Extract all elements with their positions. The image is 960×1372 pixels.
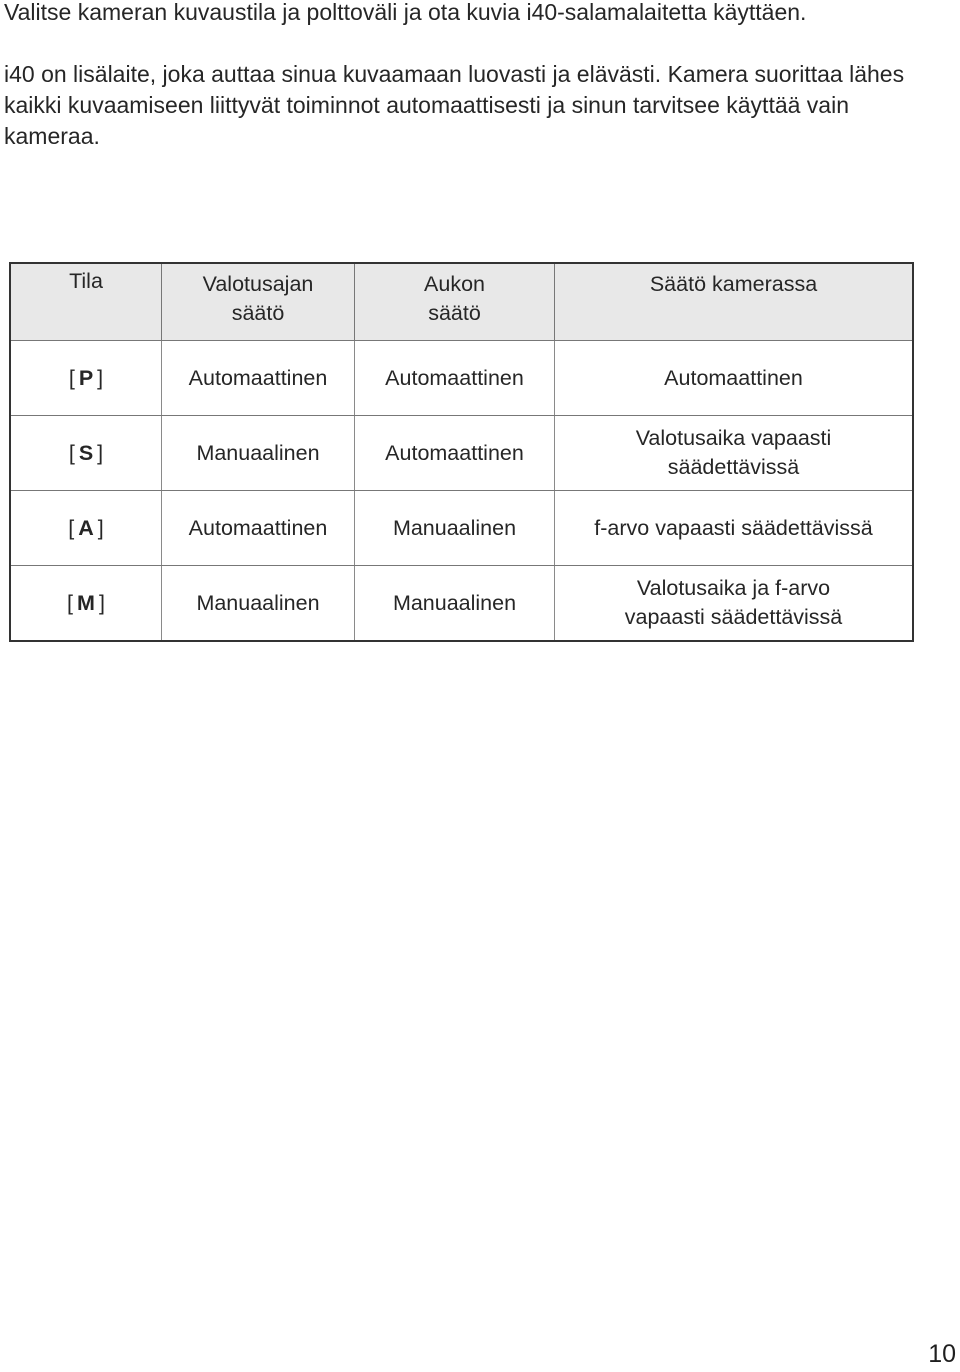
- header-tila: Tila: [10, 263, 162, 341]
- intro-line: Valitse kameran kuvaustila ja polttoväli ja ota kuvia i40-salamalaitetta käyttäen.: [4, 0, 807, 25]
- aperture-cell: Manuaalinen: [355, 566, 555, 642]
- table-header-row: [10, 263, 913, 341]
- page-number: 10: [928, 1340, 956, 1368]
- camera-cell: f-arvo vapaasti säädettävissä: [555, 491, 914, 566]
- shutter-cell: Automaattinen: [162, 491, 355, 566]
- table-row: [10, 416, 913, 491]
- shutter-cell: Manuaalinen: [162, 416, 355, 491]
- table-row: [10, 341, 913, 416]
- camera-cell: Valotusaika ja f-arvo vapaasti säädettävissä: [555, 566, 914, 642]
- shutter-cell: Automaattinen: [162, 341, 355, 416]
- header-valotusajan: Valotusajan säätö: [162, 263, 355, 341]
- table-row: [10, 566, 913, 642]
- header-aukon: Aukon säätö: [355, 263, 555, 341]
- aperture-cell: Automaattinen: [355, 341, 555, 416]
- table-row: [10, 491, 913, 566]
- shutter-cell: Manuaalinen: [162, 566, 355, 642]
- mode-cell: [ P ]: [10, 341, 162, 416]
- mode-cell: [ A ]: [10, 491, 162, 566]
- aperture-cell: Manuaalinen: [355, 491, 555, 566]
- camera-cell: Valotusaika vapaasti säädettävissä: [555, 416, 914, 491]
- intro-paragraph: i40 on lisälaite, joka auttaa sinua kuvaamaan luovasti ja elävästi. Kamera suorittaa lähes kaikki kuvaamiseen liittyvät toiminnot automaattisesti ja sinun tarvitsee käyttää vain kameraa.: [4, 61, 905, 149]
- mode-cell: [ M ]: [10, 566, 162, 642]
- camera-cell: Automaattinen: [555, 341, 914, 416]
- aperture-cell: Automaattinen: [355, 416, 555, 491]
- mode-table: [9, 262, 914, 642]
- header-saato: Säätö kamerassa: [555, 263, 914, 341]
- mode-cell: [ S ]: [10, 416, 162, 491]
